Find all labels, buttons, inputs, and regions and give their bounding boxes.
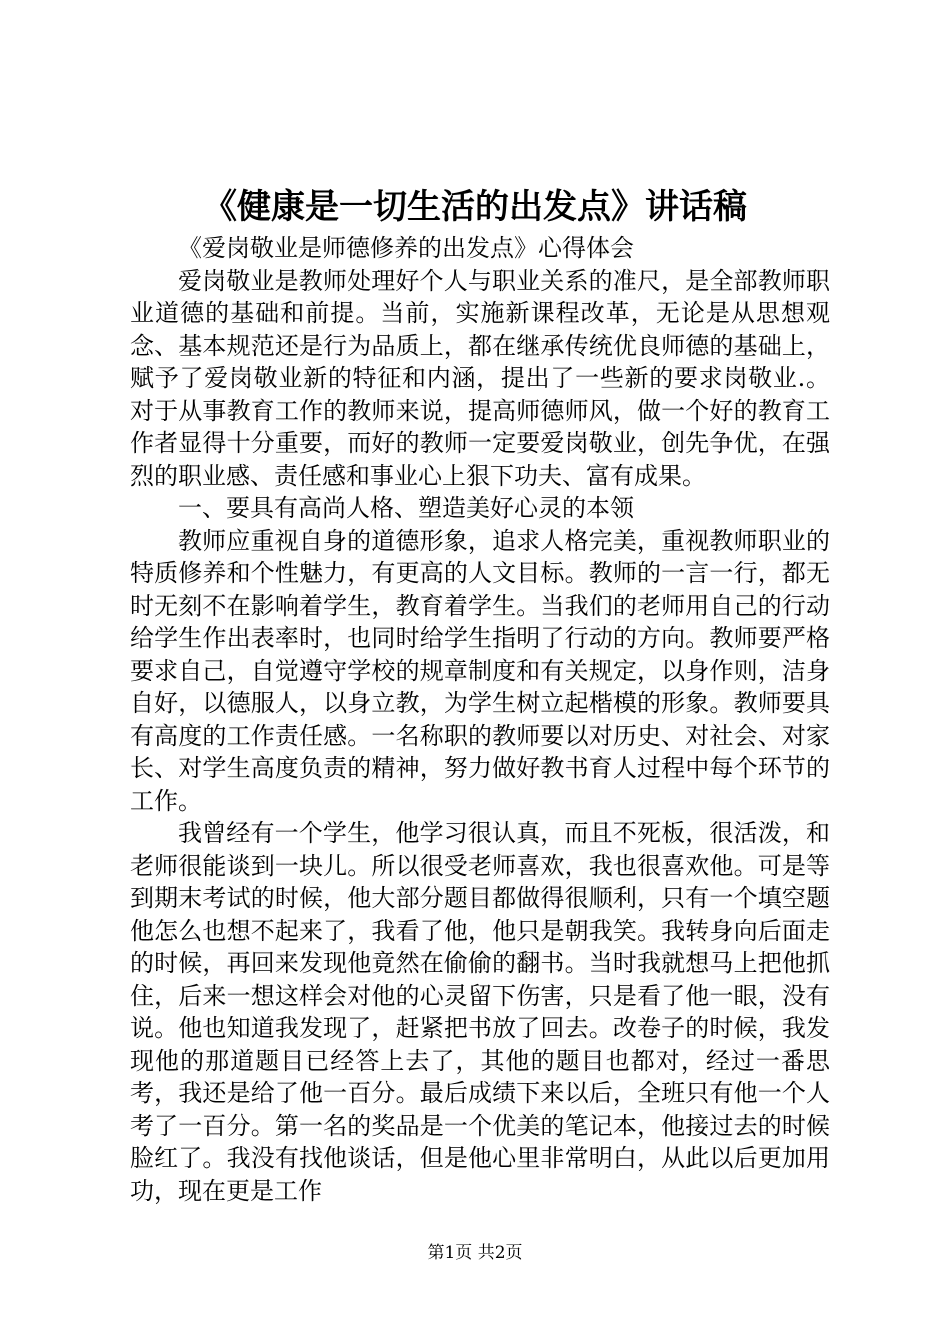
paragraph: 爱岗敬业是教师处理好个人与职业关系的准尺，是全部教师职业道德的基础和前提。当前，实施新课程改革，无论是从思想观念、基本规范还是行为品质上，都在继承传统优良师德的基础上，赋予了爱岗敬业新的特征和内涵，提出了一些新的要求岗敬业.。对于从事教育工作的教师来说，提高师德师风，做一个好的教育工作者显得十分重要，而好的教师一定要爱岗敬业，创先争优，在强烈的职业感、责任感和事业心上狠下功夫、富有成果。 <box>130 266 830 490</box>
document-title: 《健康是一切生活的出发点》讲话稿 <box>203 187 747 227</box>
paragraph-subtitle: 《爱岗敬业是师德修养的出发点》心得体会 <box>178 234 634 262</box>
page-number: 第1页 共2页 <box>427 1243 523 1263</box>
paragraph: 我曾经有一个学生，他学习很认真，而且不死板，很活泼，和老师很能谈到一块儿。所以很受老师喜欢，我也很喜欢他。可是等到期末考试的时候，他大部分题目都做得很顺利，只有一个填空题他怎么也想不起来了，我看了他，他只是朝我笑。我转身向后面走的时候，再回来发现他竟然在偷偷的翻书。当时我就想马上把他抓住，后来一想这样会对他的心灵留下伤害，只是看了他一眼，没有说。他也知道我发现了，赶紧把书放了回去。改卷子的时候，我发现他的那道题目已经答上去了，其他的题目也都对，经过一番思考，我还是给了他一百分。最后成绩下来以后，全班只有他一个人考了一百分。第一名的奖品是一个优美的笔记本，他接过去的时候脸红了。我没有找他谈话，但是他心里非常明白，从此以后更加用功，现在更是工作 <box>130 819 830 1205</box>
document-body <box>130 232 830 1207</box>
paragraph: 教师应重视自身的道德形象，追求人格完美，重视教师职业的特质修养和个性魅力，有更高的人文目标。教师的一言一行，都无时无刻不在影响着学生，教育着学生。当我们的老师用自己的行动给学生作出表率时，也同时给学生指明了行动的方向。教师要严格要求自己，自觉遵守学校的规章制度和有关规定，以身作则，洁身自好，以德服人，以身立教，为学生树立起楷模的形象。教师要具有高度的工作责任感。一名称职的教师要以对历史、对社会、对家长、对学生高度负责的精神，努力做好教书育人过程中每个环节的工作。 <box>130 526 830 815</box>
section-heading: 一、要具有高尚人格、塑造美好心灵的本领 <box>178 494 634 522</box>
